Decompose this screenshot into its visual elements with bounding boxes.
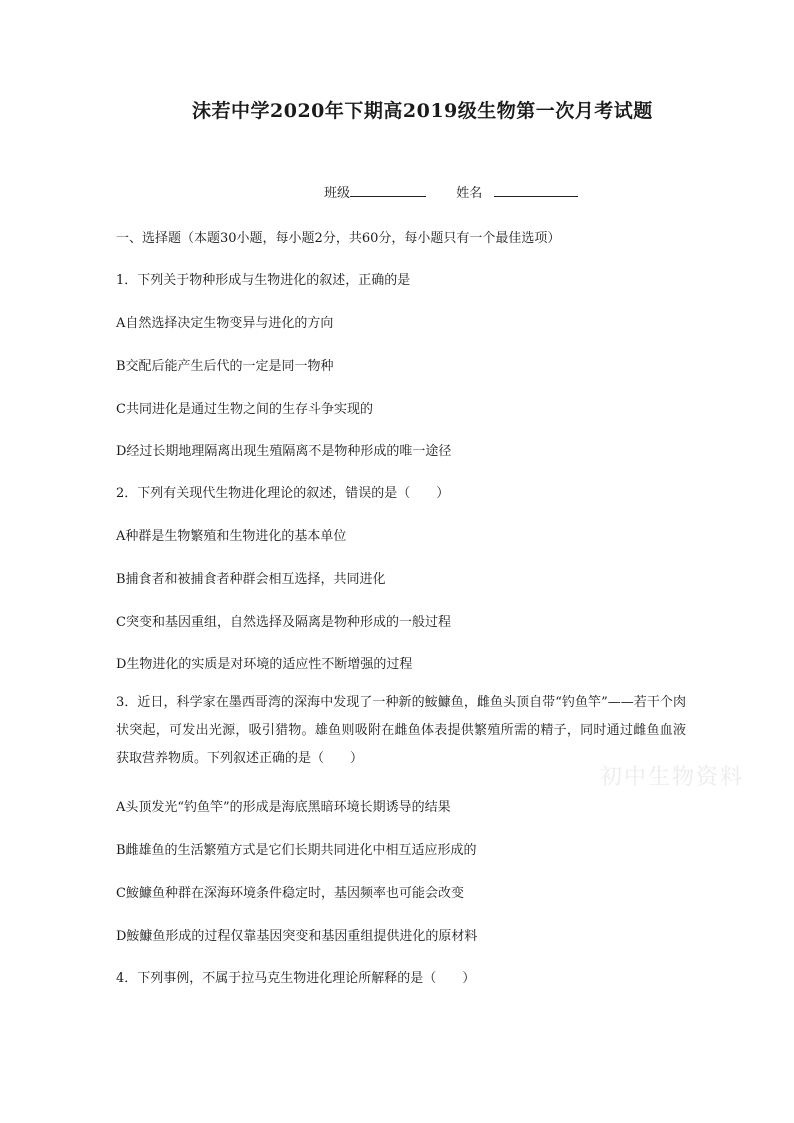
question-2-option-b: B捕食者和被捕食者种群会相互选择，共同进化 — [116, 572, 386, 587]
name-blank[interactable] — [494, 184, 578, 197]
page-title: 沫若中学2020年下期高2019级生物第一次月考试题 — [192, 100, 653, 122]
question-1-option-c: C共同进化是通过生物之间的生存斗争实现的 — [116, 402, 373, 417]
question-4-stem: 4．下列事例，不属于拉马克生物进化理论所解释的是（ ） — [116, 971, 476, 986]
question-3-option-c: C鮟鱇鱼种群在深海环境条件稳定时，基因频率也可能会改变 — [116, 886, 464, 901]
question-3-option-d: D鮟鱇鱼形成的过程仅靠基因突变和基因重组提供进化的原材料 — [116, 929, 478, 944]
class-label: 班级 — [324, 186, 351, 201]
question-3-stem: 3．近日，科学家在墨西哥湾的深海中发现了一种新的鮟鱇鱼，雌鱼头顶自带“钓鱼竿”——若干个肉状突起，可发出光源，吸引猎物。雄鱼则吸附在雌鱼体表提供繁殖所需的精子，同时通过雌鱼血液获取营养物质。下列叙述正确的是（ ） — [116, 695, 686, 766]
question-2-option-a: A种群是生物繁殖和生物进化的基本单位 — [116, 529, 347, 544]
class-blank[interactable] — [350, 184, 426, 197]
question-2-stem: 2．下列有关现代生物进化理论的叙述，错误的是（ ） — [116, 486, 450, 501]
question-2-option-d: D生物进化的实质是对环境的适应性不断增强的过程 — [116, 657, 413, 672]
question-1-stem: 1．下列关于物种形成与生物进化的叙述，正确的是 — [116, 273, 411, 288]
question-3-option-b: B雌雄鱼的生活繁殖方式是它们长期共同进化中相互适应形成的 — [116, 843, 477, 858]
section-heading: 一、选择题（本题30小题，每小题2分，共60分，每小题只有一个最佳选项） — [116, 231, 561, 246]
question-2-option-c: C突变和基因重组，自然选择及隔离是物种形成的一般过程 — [116, 615, 451, 630]
name-label: 姓名 — [456, 186, 483, 201]
question-1-option-a: A自然选择决定生物变异与进化的方向 — [116, 316, 334, 331]
watermark-text: 初中生物资料 — [600, 765, 745, 790]
student-info-line — [324, 182, 578, 201]
question-1-option-b: B交配后能产生后代的一定是同一物种 — [116, 359, 334, 374]
question-3-option-a: A头顶发光“钓鱼竿”的形成是海底黑暗环境长期诱导的结果 — [116, 800, 451, 815]
question-1-option-d: D经过长期地理隔离出现生殖隔离不是物种形成的唯一途径 — [116, 444, 452, 459]
